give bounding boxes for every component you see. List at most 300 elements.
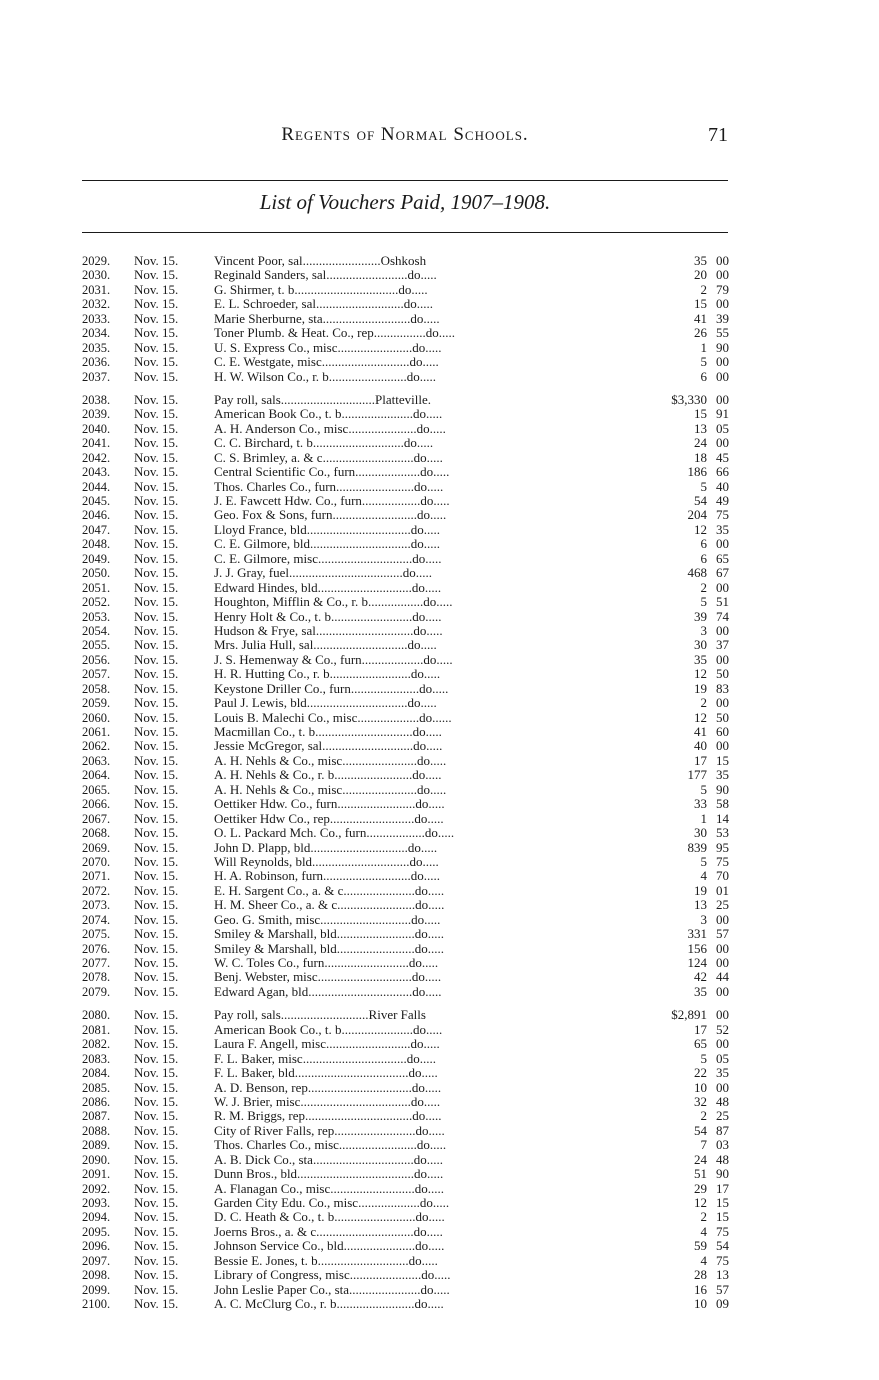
voucher-dollars: 6 <box>700 536 707 552</box>
voucher-payee: Joerns Bros., a. & c..............................do..... <box>214 1224 443 1239</box>
voucher-cents: 75 <box>716 1252 729 1268</box>
voucher-dollars: 2 <box>700 1108 707 1124</box>
voucher-date: Nov. 15. <box>134 1296 179 1312</box>
voucher-row <box>82 1037 732 1051</box>
voucher-date: Nov. 15. <box>134 955 179 970</box>
voucher-row <box>82 1138 732 1152</box>
voucher-row <box>82 326 732 340</box>
voucher-row <box>82 508 732 522</box>
voucher-payee: Oettiker Hdw Co., rep..........................do..... <box>214 811 444 826</box>
voucher-number: 2030. <box>82 268 111 283</box>
voucher-date: Nov. 15. <box>134 651 179 667</box>
voucher-row <box>82 942 732 956</box>
voucher-dollars: 1 <box>700 339 707 355</box>
voucher-cents: 74 <box>716 608 729 624</box>
voucher-row <box>82 480 732 494</box>
voucher-cents: 52 <box>716 1021 729 1037</box>
voucher-dollars: 4 <box>700 1223 707 1239</box>
voucher-number: 2067. <box>82 811 111 826</box>
page-number: 71 <box>708 124 728 146</box>
voucher-number: 2100. <box>82 1297 111 1312</box>
voucher-group <box>82 393 732 999</box>
voucher-dollars: 54 <box>694 493 707 508</box>
voucher-payee: H. A. Robinson, furn...........................do..... <box>214 869 441 884</box>
voucher-date: Nov. 15. <box>134 709 179 725</box>
voucher-number: 2036. <box>82 355 111 370</box>
voucher-date: Nov. 15. <box>134 839 179 855</box>
voucher-date: Nov. 15. <box>134 368 179 384</box>
voucher-number: 2061. <box>82 725 111 739</box>
voucher-dollars: 839 <box>687 839 707 855</box>
voucher-dollars: 35 <box>694 983 707 999</box>
voucher-row <box>82 407 732 421</box>
voucher-row <box>82 1023 732 1037</box>
voucher-row <box>82 1109 732 1123</box>
voucher-payee: A. B. Dick Co., sta...............................do..... <box>214 1152 443 1167</box>
voucher-number: 2041. <box>82 436 111 451</box>
voucher-row <box>82 841 732 855</box>
voucher-dollars: 468 <box>687 565 707 581</box>
voucher-dollars: 19 <box>694 882 707 898</box>
voucher-payee: Thos. Charles Co., misc........................do..... <box>214 1138 447 1153</box>
voucher-payee: J. S. Hemenway & Co., furn...................do..... <box>214 652 453 667</box>
voucher-dollars: 5 <box>700 354 707 370</box>
voucher-payee: Mrs. Julia Hull, sal.............................do..... <box>214 638 437 653</box>
voucher-payee: H. R. Hutting Co., r. b.........................do..... <box>214 667 441 682</box>
voucher-payee: Garden City Edu. Co., misc...................do..... <box>214 1196 450 1210</box>
voucher-row <box>82 254 732 268</box>
voucher-dollars: 2 <box>700 281 707 297</box>
voucher-cents: 66 <box>716 464 729 480</box>
voucher-number: 2090. <box>82 1152 111 1167</box>
voucher-date: Nov. 15. <box>134 622 179 638</box>
voucher-payee: Laura F. Angell, misc..........................do..... <box>214 1037 440 1052</box>
voucher-payee: A. D. Benson, rep................................do..... <box>214 1080 442 1095</box>
voucher-date: Nov. 15. <box>134 281 179 297</box>
voucher-payee: Pay roll, sals...........................River Falls <box>214 1008 426 1023</box>
voucher-number: 2087. <box>82 1109 111 1124</box>
voucher-cents: 05 <box>716 1050 729 1066</box>
voucher-dollars: 5 <box>700 1050 707 1066</box>
voucher-number: 2056. <box>82 652 111 667</box>
voucher-payee: H. M. Sheer Co., a. & c........................do..... <box>214 898 445 913</box>
voucher-date: Nov. 15. <box>134 1108 179 1124</box>
voucher-payee: C. S. Brimley, a. & c............................do..... <box>214 450 443 465</box>
voucher-date: Nov. 15. <box>134 1137 179 1153</box>
voucher-payee: O. L. Packard Mch. Co., furn..................do..... <box>214 826 455 841</box>
voucher-number: 2054. <box>82 623 111 638</box>
voucher-payee: Keystone Driller Co., furn.....................do..... <box>214 681 449 696</box>
voucher-dollars: 124 <box>687 955 707 970</box>
voucher-cents: 00 <box>716 354 729 370</box>
voucher-number: 2035. <box>82 340 111 355</box>
voucher-number: 2075. <box>82 927 111 942</box>
voucher-dollars: 12 <box>694 709 707 725</box>
voucher-date: Nov. 15. <box>134 1281 179 1297</box>
voucher-cents: 58 <box>716 796 729 812</box>
voucher-dollars: $2,891 <box>671 1007 707 1023</box>
voucher-dollars: 3 <box>700 911 707 927</box>
voucher-cents: 50 <box>716 709 729 725</box>
voucher-payee: W. J. Brier, misc..................................do..... <box>214 1094 441 1109</box>
voucher-row <box>82 523 732 537</box>
voucher-cents: 00 <box>716 536 729 552</box>
voucher-number: 2073. <box>82 898 111 913</box>
voucher-cents: 49 <box>716 493 729 508</box>
voucher-number: 2038. <box>82 392 111 407</box>
voucher-payee: E. L. Schroeder, sal...........................do..... <box>214 297 434 312</box>
voucher-dollars: 2 <box>700 1209 707 1225</box>
voucher-cents: 00 <box>716 983 729 999</box>
voucher-payee: Edward Agan, bld................................do..... <box>214 984 442 999</box>
voucher-number: 2046. <box>82 508 111 523</box>
voucher-payee: U. S. Express Co., misc.......................do..... <box>214 340 442 355</box>
voucher-number: 2091. <box>82 1167 111 1182</box>
voucher-dollars: 1 <box>700 810 707 826</box>
voucher-date: Nov. 15. <box>134 969 179 985</box>
voucher-dollars: 59 <box>694 1238 707 1254</box>
voucher-row <box>82 1008 732 1022</box>
voucher-number: 2094. <box>82 1210 111 1225</box>
voucher-payee: W. C. Toles Co., furn..........................do..... <box>214 956 439 970</box>
voucher-payee: Geo. Fox & Sons, furn..........................do..... <box>214 508 447 523</box>
voucher-dollars: 5 <box>700 853 707 869</box>
voucher-cents: 75 <box>716 507 729 523</box>
voucher-row <box>82 739 732 753</box>
voucher-number: 2068. <box>82 826 111 841</box>
voucher-date: Nov. 15. <box>134 1122 179 1138</box>
voucher-date: Nov. 15. <box>134 752 179 768</box>
voucher-group <box>82 1008 732 1311</box>
voucher-date: Nov. 15. <box>134 695 179 711</box>
voucher-payee: Henry Holt & Co., t. b.........................do..... <box>214 609 442 624</box>
voucher-cents: 53 <box>716 825 729 841</box>
voucher-row <box>82 341 732 355</box>
voucher-date: Nov. 15. <box>134 882 179 898</box>
voucher-row <box>82 913 732 927</box>
voucher-date: Nov. 15. <box>134 911 179 927</box>
voucher-number: 2052. <box>82 595 111 610</box>
voucher-cents: 17 <box>716 1180 729 1196</box>
voucher-cents: 00 <box>716 651 729 667</box>
voucher-row <box>82 1210 732 1224</box>
voucher-cents: 15 <box>716 752 729 768</box>
voucher-payee: C. E. Gilmore, bld...............................do..... <box>214 537 441 552</box>
voucher-number: 2055. <box>82 638 111 653</box>
voucher-cents: 35 <box>716 767 729 783</box>
voucher-payee: R. M. Briggs, rep.................................do..... <box>214 1109 442 1124</box>
voucher-payee: Toner Plumb. & Heat. Co., rep................do..... <box>214 326 456 341</box>
voucher-row <box>82 1081 732 1095</box>
voucher-dollars: 4 <box>700 1252 707 1268</box>
voucher-cents: 35 <box>716 521 729 537</box>
voucher-cents: 50 <box>716 666 729 682</box>
voucher-row <box>82 1124 732 1138</box>
voucher-date: Nov. 15. <box>134 868 179 884</box>
voucher-number: 2034. <box>82 326 111 341</box>
voucher-cents: 00 <box>716 911 729 927</box>
voucher-dollars: 24 <box>694 1151 707 1167</box>
voucher-dollars: 10 <box>694 1079 707 1095</box>
voucher-payee: John D. Plapp, bld..............................do..... <box>214 840 438 855</box>
voucher-payee: Lloyd France, bld................................do..... <box>214 522 441 537</box>
voucher-row <box>82 1254 732 1268</box>
voucher-row <box>82 970 732 984</box>
voucher-payee: H. W. Wilson Co., r. b........................do..... <box>214 369 437 384</box>
voucher-cents: 00 <box>716 738 729 754</box>
voucher-cents: 25 <box>716 897 729 913</box>
voucher-dollars: 12 <box>694 666 707 682</box>
voucher-number: 2037. <box>82 369 111 384</box>
voucher-number: 2048. <box>82 537 111 552</box>
voucher-row <box>82 826 732 840</box>
voucher-date: Nov. 15. <box>134 536 179 552</box>
voucher-cents: 44 <box>716 969 729 985</box>
voucher-payee: F. L. Baker, misc................................do..... <box>214 1051 436 1066</box>
voucher-dollars: 186 <box>687 464 707 480</box>
voucher-date: Nov. 15. <box>134 781 179 797</box>
voucher-list <box>82 254 732 1321</box>
voucher-payee: Library of Congress, misc......................do..... <box>214 1268 451 1283</box>
voucher-row <box>82 312 732 326</box>
voucher-row <box>82 393 732 407</box>
voucher-date: Nov. 15. <box>134 1267 179 1283</box>
voucher-dollars: 28 <box>694 1267 707 1283</box>
voucher-row <box>82 783 732 797</box>
voucher-payee: Central Scientific Co., furn....................do..... <box>214 465 450 480</box>
voucher-payee: Vincent Poor, sal........................Oshkosh <box>214 254 427 268</box>
voucher-dollars: 12 <box>694 521 707 537</box>
voucher-row <box>82 1239 732 1253</box>
voucher-payee: American Book Co., t. b......................do..... <box>214 1022 443 1037</box>
voucher-cents: 00 <box>716 368 729 384</box>
voucher-dollars: 19 <box>694 680 707 696</box>
voucher-number: 2074. <box>82 912 111 927</box>
voucher-dollars: 12 <box>694 1195 707 1210</box>
voucher-date: Nov. 15. <box>134 296 179 312</box>
voucher-row <box>82 1167 732 1181</box>
voucher-payee: Macmillan Co., t. b..............................do..... <box>214 725 442 739</box>
voucher-dollars: 42 <box>694 969 707 985</box>
voucher-row <box>82 725 732 739</box>
voucher-number: 2072. <box>82 883 111 898</box>
voucher-cents: 00 <box>716 296 729 312</box>
voucher-date: Nov. 15. <box>134 1093 179 1109</box>
voucher-payee: Houghton, Mifflin & Co., r. b.................do..... <box>214 595 453 610</box>
voucher-date: Nov. 15. <box>134 983 179 999</box>
voucher-number: 2049. <box>82 551 111 566</box>
voucher-row <box>82 581 732 595</box>
voucher-payee: A. Flanagan Co., misc..........................do..... <box>214 1181 445 1196</box>
list-title: List of Vouchers Paid, 1907–1908. <box>259 190 551 214</box>
voucher-cents: 55 <box>716 325 729 341</box>
voucher-date: Nov. 15. <box>134 267 179 283</box>
voucher-row <box>82 985 732 999</box>
voucher-payee: J. J. Gray, fuel...................................do..... <box>214 566 432 581</box>
voucher-cents: 00 <box>716 1079 729 1095</box>
voucher-cents: 00 <box>716 955 729 970</box>
voucher-number: 2053. <box>82 609 111 624</box>
voucher-date: Nov. 15. <box>134 550 179 566</box>
voucher-row <box>82 797 732 811</box>
voucher-row <box>82 610 732 624</box>
voucher-row <box>82 355 732 369</box>
voucher-dollars: 54 <box>694 1122 707 1138</box>
voucher-dollars: 26 <box>694 325 707 341</box>
voucher-row <box>82 1225 732 1239</box>
voucher-number: 2095. <box>82 1224 111 1239</box>
voucher-dollars: $3,330 <box>671 391 707 407</box>
voucher-payee: Geo. G. Smith, misc............................do..... <box>214 912 441 927</box>
voucher-number: 2066. <box>82 797 111 812</box>
voucher-date: Nov. 15. <box>134 897 179 913</box>
voucher-cents: 00 <box>716 253 729 268</box>
voucher-row <box>82 754 732 768</box>
voucher-date: Nov. 15. <box>134 310 179 326</box>
voucher-dollars: 2 <box>700 695 707 711</box>
voucher-cents: 67 <box>716 565 729 581</box>
voucher-payee: Marie Sherburne, sta...........................do..... <box>214 311 440 326</box>
voucher-cents: 65 <box>716 550 729 566</box>
voucher-row <box>82 436 732 450</box>
voucher-cents: 01 <box>716 882 729 898</box>
voucher-date: Nov. 15. <box>134 1238 179 1254</box>
voucher-row <box>82 566 732 580</box>
voucher-row <box>82 898 732 912</box>
voucher-payee: John Leslie Paper Co., sta......................do..... <box>214 1282 450 1297</box>
voucher-cents: 57 <box>716 926 729 942</box>
voucher-payee: Louis B. Malechi Co., misc...................do...... <box>214 710 452 725</box>
voucher-payee: Smiley & Marshall, bld........................do..... <box>214 927 445 942</box>
voucher-payee: F. L. Baker, bld...................................do..... <box>214 1066 438 1081</box>
voucher-date: Nov. 15. <box>134 478 179 494</box>
voucher-cents: 25 <box>716 1108 729 1124</box>
voucher-number: 2064. <box>82 768 111 783</box>
voucher-cents: 79 <box>716 281 729 297</box>
voucher-date: Nov. 15. <box>134 1223 179 1239</box>
voucher-row <box>82 465 732 479</box>
voucher-number: 2063. <box>82 753 111 768</box>
voucher-number: 2033. <box>82 311 111 326</box>
voucher-cents: 75 <box>716 1223 729 1239</box>
voucher-row <box>82 884 732 898</box>
voucher-number: 2077. <box>82 956 111 970</box>
voucher-dollars: 6 <box>700 550 707 566</box>
voucher-cents: 15 <box>716 1209 729 1225</box>
voucher-dollars: 30 <box>694 637 707 653</box>
voucher-dollars: 65 <box>694 1036 707 1052</box>
voucher-number: 2085. <box>82 1080 111 1095</box>
voucher-number: 2069. <box>82 840 111 855</box>
voucher-dollars: 18 <box>694 449 707 465</box>
voucher-date: Nov. 15. <box>134 1166 179 1182</box>
voucher-number: 2082. <box>82 1037 111 1052</box>
voucher-row <box>82 696 732 710</box>
voucher-number: 2029. <box>82 254 111 268</box>
voucher-cents: 00 <box>716 622 729 638</box>
voucher-number: 2043. <box>82 465 111 480</box>
voucher-row <box>82 494 732 508</box>
voucher-payee: E. H. Sargent Co., a. & c......................do..... <box>214 883 445 898</box>
voucher-payee: Will Reynolds, bld..............................do..... <box>214 854 439 869</box>
voucher-cents: 00 <box>716 391 729 407</box>
voucher-payee: Oettiker Hdw. Co., furn........................do..... <box>214 797 445 812</box>
voucher-payee: A. H. Nehls & Co., misc.......................do..... <box>214 753 447 768</box>
voucher-number: 2097. <box>82 1253 111 1268</box>
voucher-date: Nov. 15. <box>134 637 179 653</box>
voucher-payee: Benj. Webster, misc.............................do..... <box>214 970 442 985</box>
voucher-row <box>82 624 732 638</box>
voucher-number: 2088. <box>82 1123 111 1138</box>
voucher-number: 2059. <box>82 696 111 711</box>
voucher-row <box>82 812 732 826</box>
voucher-payee: City of River Falls, rep.........................do..... <box>214 1123 445 1138</box>
voucher-payee: Paul J. Lewis, bld...............................do..... <box>214 696 437 711</box>
voucher-cents: 00 <box>716 695 729 711</box>
voucher-cents: 90 <box>716 1166 729 1182</box>
voucher-payee: C. E. Westgate, misc...........................do..... <box>214 355 439 370</box>
voucher-cents: 03 <box>716 1137 729 1153</box>
voucher-dollars: 51 <box>694 1166 707 1182</box>
voucher-number: 2058. <box>82 681 111 696</box>
voucher-dollars: 7 <box>700 1137 707 1153</box>
voucher-dollars: 16 <box>694 1281 707 1297</box>
voucher-dollars: 29 <box>694 1180 707 1196</box>
voucher-date: Nov. 15. <box>134 796 179 812</box>
voucher-number: 2079. <box>82 984 111 999</box>
voucher-date: Nov. 15. <box>134 1065 179 1081</box>
voucher-payee: A. C. McClurg Co., r. b........................do..... <box>214 1297 444 1312</box>
voucher-row <box>82 638 732 652</box>
voucher-cents: 87 <box>716 1122 729 1138</box>
voucher-dollars: 33 <box>694 796 707 812</box>
voucher-cents: 00 <box>716 435 729 451</box>
voucher-payee: Smiley & Marshall, bld........................do..... <box>214 941 445 956</box>
voucher-dollars: 24 <box>694 435 707 451</box>
voucher-dollars: 13 <box>694 897 707 913</box>
voucher-dollars: 5 <box>700 594 707 610</box>
voucher-row <box>82 1182 732 1196</box>
voucher-dollars: 40 <box>694 738 707 754</box>
voucher-number: 2096. <box>82 1239 111 1254</box>
voucher-row <box>82 1095 732 1109</box>
voucher-cents: 90 <box>716 339 729 355</box>
voucher-dollars: 15 <box>694 406 707 422</box>
voucher-dollars: 30 <box>694 825 707 841</box>
voucher-dollars: 4 <box>700 868 707 884</box>
voucher-payee: Bessie E. Jones, t. b............................do..... <box>214 1253 438 1268</box>
voucher-row <box>82 1153 732 1167</box>
voucher-dollars: 3 <box>700 622 707 638</box>
voucher-dollars: 35 <box>694 651 707 667</box>
voucher-payee: American Book Co., t. b......................do..... <box>214 407 443 422</box>
title-rule <box>82 232 728 233</box>
voucher-payee: C. C. Birchard, t. b............................do..... <box>214 436 434 451</box>
voucher-date: Nov. 15. <box>134 449 179 465</box>
voucher-date: Nov. 15. <box>134 565 179 581</box>
voucher-cents: 91 <box>716 406 729 422</box>
voucher-cents: 48 <box>716 1093 729 1109</box>
voucher-payee: Johnson Service Co., bld......................do..... <box>214 1239 445 1254</box>
voucher-cents: 00 <box>716 1036 729 1052</box>
voucher-row <box>82 682 732 696</box>
voucher-date: Nov. 15. <box>134 1209 179 1225</box>
voucher-number: 2078. <box>82 970 111 985</box>
voucher-cents: 00 <box>716 1007 729 1023</box>
voucher-number: 2083. <box>82 1051 111 1066</box>
voucher-row <box>82 768 732 782</box>
voucher-payee: Jessie McGregor, sal............................do..... <box>214 739 443 754</box>
